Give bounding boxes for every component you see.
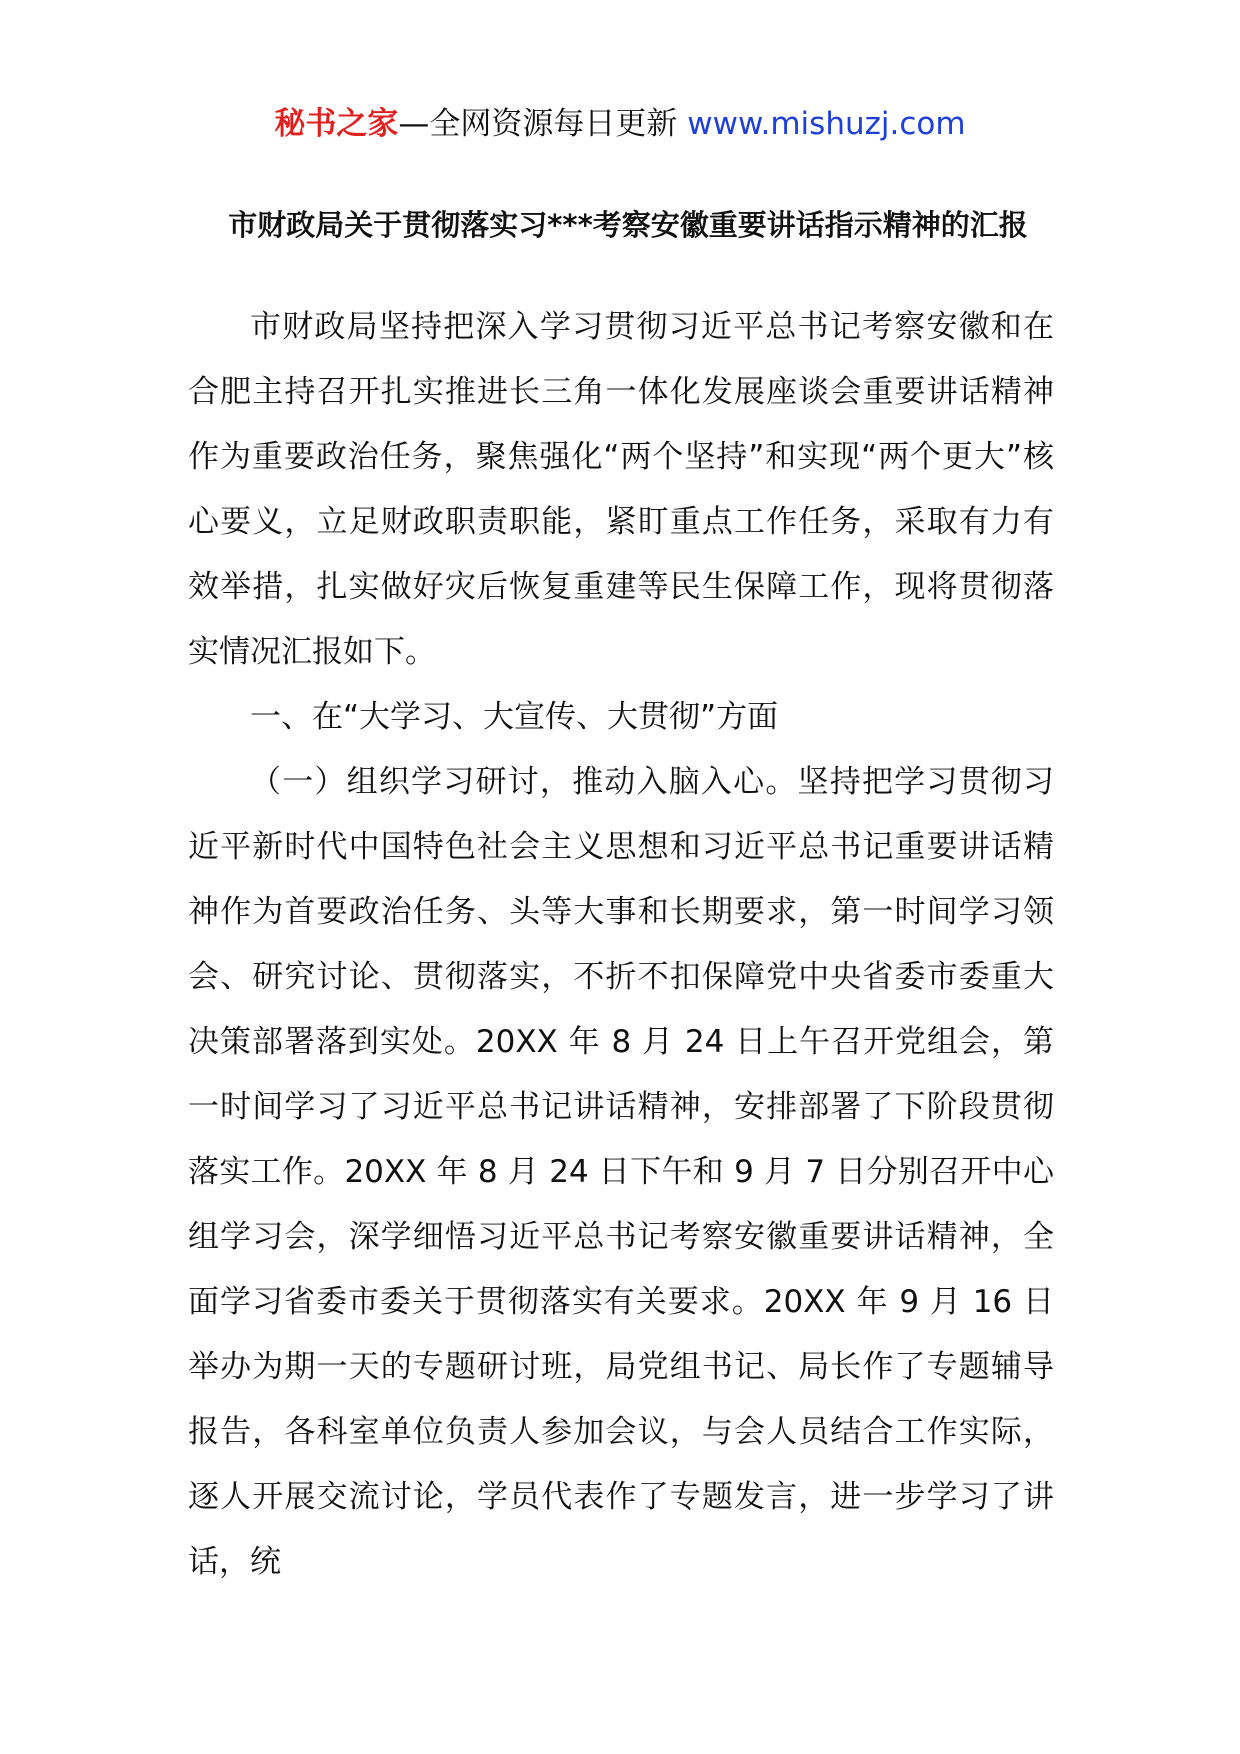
site-url-link[interactable]: www.mishuzj.com <box>687 106 966 142</box>
subsection-paragraph: （一）组织学习研讨，推动入脑入心。坚持把学习贯彻习近平新时代中国特色社会主义思想和习近平总书记重要讲话精神作为首要政治任务、头等大事和长期要求，第一时间学习领会、研究讨论、贯彻落实，不折不扣保障党中央省委市委重大决策部署落到实处。20XX 年 8 月 24 日上午召开党组会，第一时间学习了习近平总书记讲话精神，安排部署了下阶段贯彻落实工作。20XX 年 8 月 24 日下午和 9 月 7 日分别召开中心组学习会，深学细悟习近平总书记考察安徽重要讲话精神，全面学习省委市委关于贯彻落实有关要求。20XX 年 9 月 16 日举办为期一天的专题研讨班，局党组书记、局长作了专题辅导报告，各科室单位负责人参加会议，与会人员结合工作实际，逐人开展交流讨论，学员代表作了专题发言，进一步学习了讲话，统 <box>188 764 1054 1580</box>
section-heading: 一、在“大学习、大宣传、大贯彻”方面 <box>250 699 779 735</box>
document-title: 市财政局关于贯彻落实习***考察安徽重要讲话指示精神的汇报 <box>228 208 1028 242</box>
brand-name: 秘书之家 <box>274 106 399 142</box>
site-header <box>0 100 1240 148</box>
header-tagline: —全网资源每日更新 <box>398 106 678 142</box>
intro-paragraph: 市财政局坚持把深入学习贯彻习近平总书记考察安徽和在合肥主持召开扎实推进长三角一体化发展座谈会重要讲话精神作为重要政治任务，聚焦强化“两个坚持”和实现“两个更大”核心要义，立足财政职责职能，紧盯重点工作任务，采取有力有效举措，扎实做好灾后恢复重建等民生保障工作，现将贯彻落实情况汇报如下。 <box>188 309 1054 670</box>
document-body <box>188 295 1054 1595</box>
